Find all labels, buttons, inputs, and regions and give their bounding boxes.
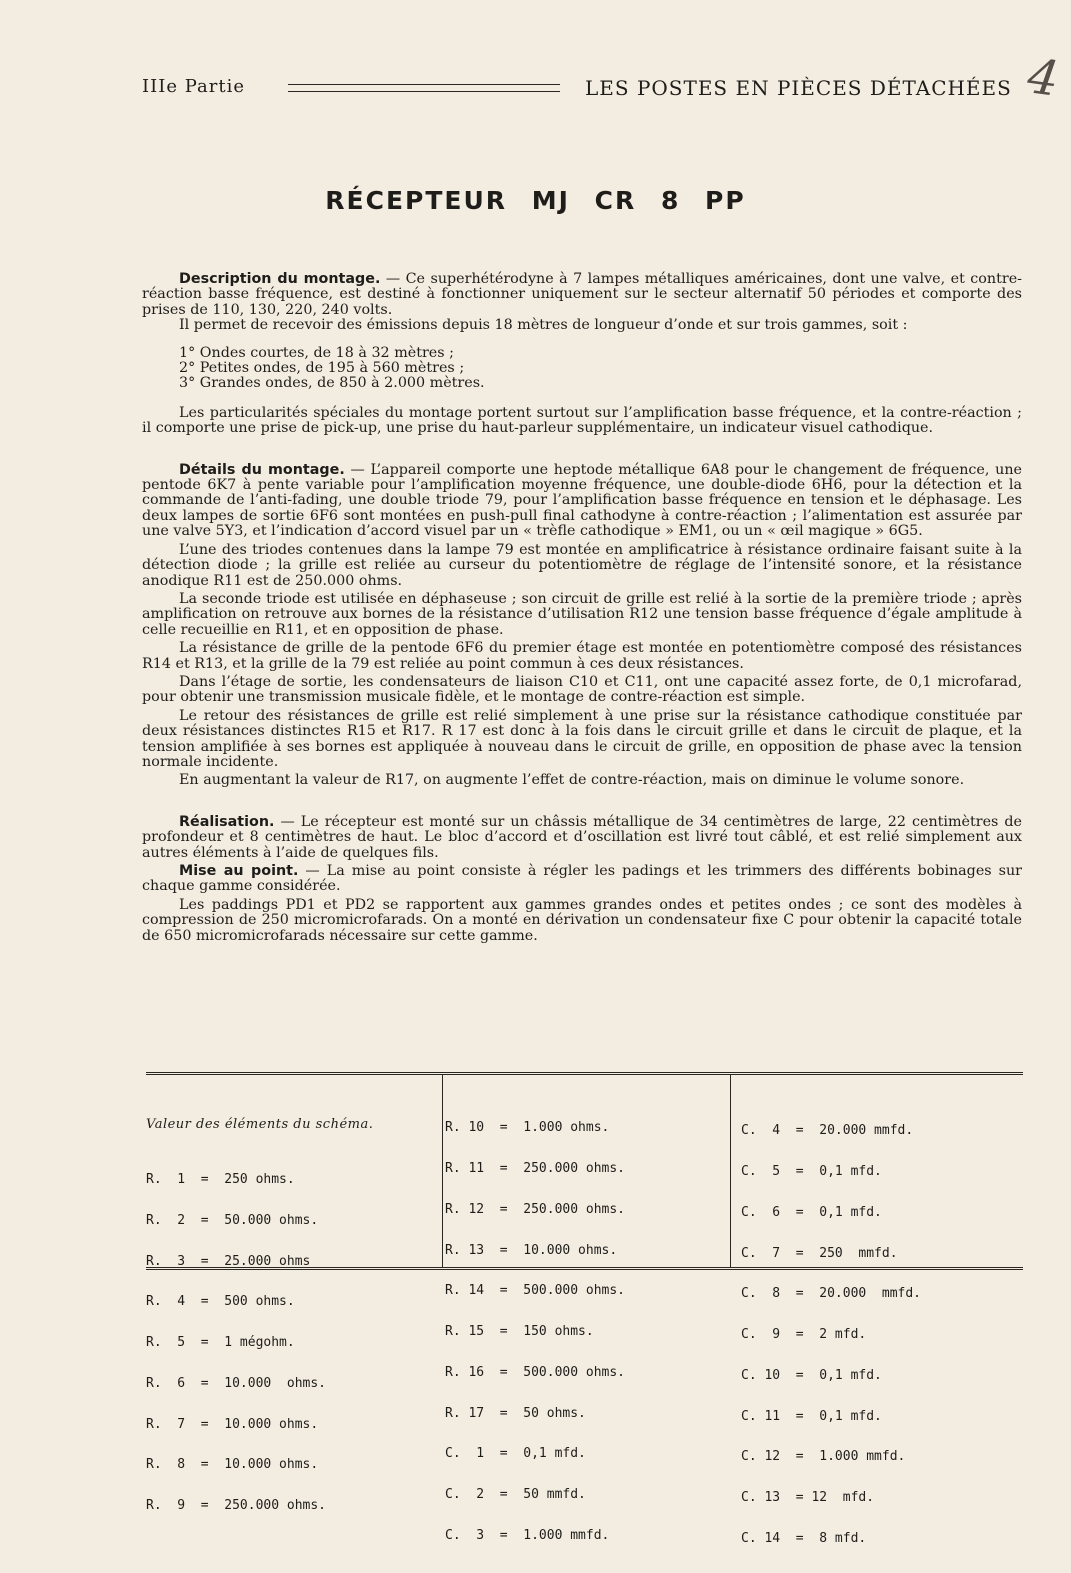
page-title: RÉCEPTEUR MJ CR 8 PP — [325, 186, 746, 215]
paragraph: Dans l’étage de sortie, les condensateurs de liaison C10 et C11, ont une capacité assez forte, de 0,1 microfarad, pour obtenir une transmission musicale fidèle, et le montage de contre-réaction est simple. — [142, 673, 1022, 706]
paragraph: Le retour des résistances de grille est relié simplement à une prise sur la résistance cathodique constituée par deux résistances distinctes R15 et R17. R 17 est donc à la fois dans le circuit grille et dans le circuit de plaque, et la tension amplifiée à ses bornes est appliquée à nouveau dans le circuit de grille, en opposition de phase avec la tension normale incidente. — [142, 707, 1022, 770]
table-row: R. 9 = 250.000 ohms. — [146, 1498, 327, 1514]
component-values-table — [146, 1072, 1023, 1546]
table-row: C. 8 = 20.000 mmfd. — [741, 1286, 922, 1302]
table-row: R. 6 = 10.000 ohms. — [146, 1375, 327, 1391]
section-title: LES POSTES EN PIÈCES DÉTACHÉES — [585, 76, 1012, 100]
component-column-1 — [146, 1083, 426, 1514]
page-header — [142, 72, 1027, 108]
table-row: R. 11 = 250.000 ohms. — [445, 1160, 626, 1176]
header-rule — [288, 84, 560, 92]
table-row: R. 15 = 150 ohms. — [445, 1324, 594, 1340]
table-row: R. 2 = 50.000 ohms. — [146, 1212, 319, 1228]
table-row: C. 10 = 0,1 mfd. — [741, 1367, 882, 1383]
list-item: 3° Grandes ondes, de 850 à 2.000 mètres. — [179, 375, 485, 392]
table-row: R. 17 = 50 ohms. — [445, 1405, 586, 1421]
table-row: R. 7 = 10.000 ohms. — [146, 1416, 319, 1432]
paragraph: Description du montage. — Ce superhétérodyne à 7 lampes métalliques américaines, dont une valve, et contre-réaction basse fréquence, est destiné à fonctionner uniquement sur le secteur alternatif 50 périodes et comporte des prises de 110, 130, 220, 240 volts. — [142, 271, 1022, 318]
paragraph: Les particularités spéciales du montage portent surtout sur l’amplification basse fréquence, et la contre-réaction ; il comporte une prise de pick-up, une prise du haut-parleur supplémentaire, un indicateur visuel cathodique. — [142, 404, 1022, 437]
table-row: R. 5 = 1 mégohm. — [146, 1335, 295, 1351]
table-row: C. 13 = 12 mfd. — [741, 1490, 875, 1506]
table-row: R. 3 = 25.000 ohms — [146, 1253, 311, 1269]
table-row: R. 4 = 500 ohms. — [146, 1294, 295, 1310]
paragraph: L’une des triodes contenues dans la lampe 79 est montée en amplificatrice à résistance ordinaire faisant suite à la détection diode ; la grille est reliée au curseur du potentiomètre de réglage de l’intensité sonore, et la résistance anodique R11 est de 250.000 ohms. — [142, 541, 1022, 589]
paragraph: En augmentant la valeur de R17, on augmente l’effet de contre-réaction, mais on diminue le volume sonore. — [179, 772, 965, 789]
table-row: R. 8 = 10.000 ohms. — [146, 1457, 319, 1473]
page-number: 4 — [1024, 48, 1063, 108]
table-row: R. 13 = 10.000 ohms. — [445, 1242, 618, 1258]
paragraph: Réalisation. — Le récepteur est monté sur un châssis métallique de 34 centimètres de large, 22 centimètres de profondeur et 8 centimètres de haut. Le bloc d’accord et d’oscillation est livré tout câblé, et est relié simplement aux autres éléments à l’aide de quelques fils. — [142, 813, 1022, 861]
paragraph: La résistance de grille de la pentode 6F6 du premier étage est montée en potentiomètre composé des résistances R14 et R13, et la grille de la 79 est reliée au point commun à ces deux résistances. — [142, 640, 1022, 672]
paragraph: Mise au point. — La mise au point consiste à régler les padings et les trimmers des différents bobinages sur chaque gamme considérée. — [142, 863, 1023, 895]
table-row: C. 6 = 0,1 mfd. — [741, 1204, 882, 1220]
lead-heading: Mise au point. — [179, 863, 299, 879]
list-item: 2° Petites ondes, de 195 à 560 mètres ; — [179, 360, 465, 377]
paragraph: Il permet de recevoir des émissions depuis 18 mètres de longueur d’onde et sur trois gammes, soit : — [179, 317, 908, 334]
table-row: C. 2 = 50 mmfd. — [445, 1487, 586, 1503]
table-row: C. 7 = 250 mmfd. — [741, 1245, 898, 1261]
paragraph: Détails du montage. — L’appareil comporte une heptode métallique 6A8 pour le changement de fréquence, une pentode 6K7 à pente variable pour l’amplification moyenne fréquence, une double-diode 6H6, pour la détection et la commande de l’anti-fading, une double triode 79, pour l’amplification basse fréquence en tension et le déphasage. Les deux lampes de sortie 6F6 sont montées en push-pull final cathodyne à contre-réaction ; l’alimentation est assurée par une valve 5Y3, et l’indication d’accord visuel par un « trèfle cathodique » EM1, ou un « œil magique » 6G5. — [142, 461, 1022, 540]
list-item: 1° Ondes courtes, de 18 à 32 mètres ; — [179, 344, 454, 361]
table-row: C. 4 = 20.000 mmfd. — [741, 1123, 914, 1139]
table-row: R. 10 = 1.000 ohms. — [445, 1120, 610, 1136]
part-label: IIIe Partie — [142, 76, 245, 97]
table-caption: Valeur des éléments du schéma. — [146, 1117, 374, 1133]
table-row: C. 1 = 0,1 mfd. — [445, 1446, 586, 1462]
table-row: R. 14 = 500.000 ohms. — [445, 1283, 626, 1299]
paragraph: Les paddings PD1 et PD2 se rapportent aux gammes grandes ondes et petites ondes ; ce sont des modèles à compression de 250 micromicrofarads. On a monté en dérivation un condensateur fixe C pour obtenir la capacité totale de 650 micromicrofarads nécessaire sur cette gamme. — [142, 896, 1022, 944]
table-row: R. 12 = 250.000 ohms. — [445, 1201, 626, 1217]
component-column-3 — [730, 1075, 1031, 1546]
table-row: C. 5 = 0,1 mfd. — [741, 1163, 882, 1179]
table-row: R. 16 = 500.000 ohms. — [445, 1364, 626, 1380]
article-body — [142, 272, 1022, 944]
paragraph: La seconde triode est utilisée en déphaseuse ; son circuit de grille est relié à la sortie de la première triode ; après amplification on retrouve aux bornes de la résistance d’utilisation R12 une tension basse fréquence d’égale amplitude à celle recueillie en R11, et en opposition de phase. — [142, 590, 1022, 638]
table-row: C. 12 = 1.000 mmfd. — [741, 1449, 906, 1465]
lead-heading: Description du montage. — [179, 271, 381, 287]
table-row: R. 1 = 250 ohms. — [146, 1171, 295, 1187]
wave-range-list — [179, 346, 1022, 392]
table-row: C. 9 = 2 mfd. — [741, 1327, 867, 1343]
table-row: C. 3 = 1.000 mmfd. — [445, 1528, 610, 1543]
lead-heading: Réalisation. — [179, 813, 275, 830]
table-row: C. 11 = 0,1 mfd. — [741, 1408, 882, 1424]
component-column-2 — [442, 1075, 725, 1543]
lead-heading: Détails du montage. — [179, 461, 345, 478]
table-row: C. 14 = 8 mfd. — [741, 1531, 867, 1546]
